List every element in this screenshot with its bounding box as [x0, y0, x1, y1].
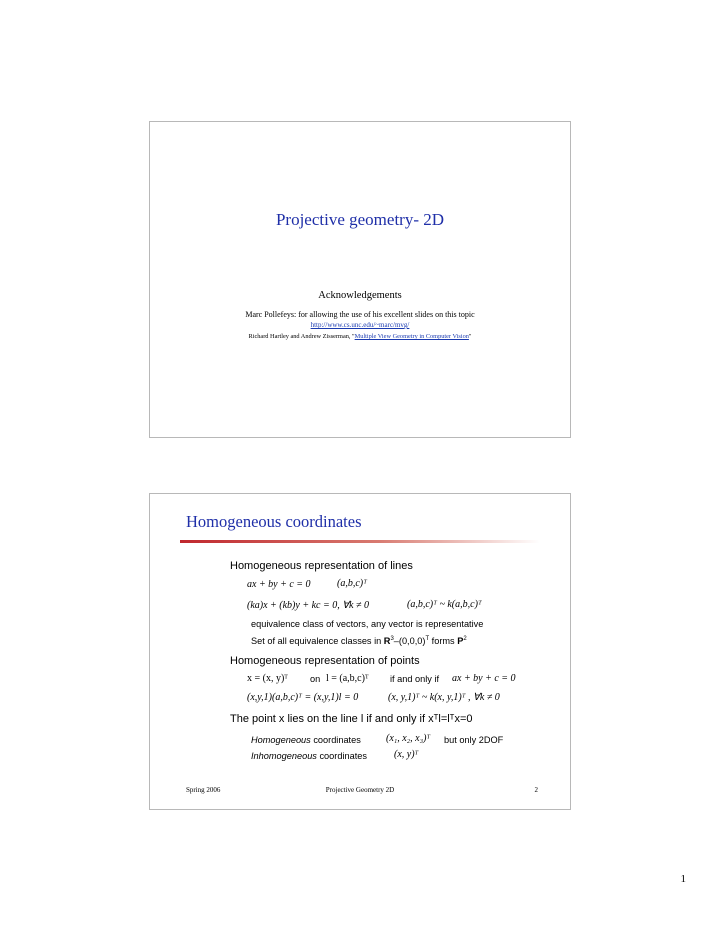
set-sup: 3	[390, 636, 394, 642]
iff-text: if and only if	[390, 674, 440, 684]
slide-title: Homogeneous coordinates	[186, 512, 362, 531]
set-T: T	[425, 636, 430, 642]
coords-word: coordinates	[310, 735, 361, 745]
footer-date: Spring 2006	[186, 786, 221, 794]
credit-prefix: Richard Hartley and Andrew Zisserman, "	[248, 333, 355, 340]
point-on-line-statement: The point x lies on the line l if and only if xᵀl=lᵀx=0	[230, 713, 473, 725]
lines-heading: Homogeneous representation of lines	[230, 560, 413, 572]
point-vector: x = (x, y)ᵀ	[247, 673, 288, 684]
dot-product-equation: (x,y,1)(a,b,c)ᵀ = (x,y,1)l = 0	[247, 692, 359, 703]
point-scale-equation: (x, y,1)ᵀ ~ k(x, y,1)ᵀ , ∀k ≠ 0	[388, 692, 500, 703]
set-R: R	[383, 636, 391, 647]
credit-line-hartley	[150, 333, 570, 340]
points-heading: Homogeneous representation of points	[230, 655, 420, 667]
footer-title: Projective Geometry 2D	[325, 786, 395, 794]
slide-homogeneous-coordinates	[149, 493, 571, 810]
inhomogeneous-label: Inhomogeneous	[251, 751, 317, 761]
point-line-equation: ax + by + c = 0	[452, 673, 516, 684]
set-text-a: Set of all equivalence classes in	[251, 636, 384, 647]
line-vector: (a,b,c)ᵀ	[337, 578, 367, 589]
coords-word: coordinates	[316, 751, 367, 761]
set-text-c: forms	[429, 636, 458, 647]
set-text-b: –(0,0,0)	[393, 636, 426, 647]
set-sup2: 2	[463, 636, 467, 642]
credit-line-pollefeys: Marc Pollefeys: for allowing the use of his excellent slides on this topic	[245, 310, 475, 319]
acknowledgements-heading: Acknowledgements	[318, 290, 402, 301]
line-equation: ax + by + c = 0	[247, 579, 311, 590]
homogeneous-coords-line	[251, 735, 361, 745]
title-underline-bar	[180, 540, 540, 543]
slide-title-page	[149, 121, 571, 438]
scaled-line-equation: (ka)x + (kb)y + kc = 0, ∀k ≠ 0	[247, 600, 369, 611]
page-number: 1	[680, 873, 686, 885]
slide-title: Projective geometry- 2D	[275, 210, 445, 229]
dof-note: but only 2DOF	[444, 735, 504, 745]
inhomogeneous-vector: (x, y)ᵀ	[394, 749, 419, 760]
scaled-line-vector: (a,b,c)ᵀ ~ k(a,b,c)ᵀ	[407, 599, 482, 610]
credit-url-link[interactable]: http://www.cs.unc.edu/~marc/mvg/	[310, 321, 410, 329]
book-link[interactable]: Multiple View Geometry in Computer Vision	[354, 333, 469, 340]
homogeneous-vector: (x₁, x₂, x₃)ᵀ	[386, 733, 431, 744]
on-word: on	[310, 674, 321, 684]
footer-slide-number: 2	[534, 786, 538, 794]
homogeneous-label: Homogeneous	[251, 735, 311, 745]
set-P: P	[457, 636, 464, 647]
inhomogeneous-coords-line	[251, 751, 367, 761]
credit-suffix: "	[468, 333, 472, 340]
equivalence-class-text: equivalence class of vectors, any vector is representative	[251, 619, 484, 629]
equivalence-set-text	[251, 636, 467, 646]
line-l-vector: l = (a,b,c)ᵀ	[326, 673, 369, 684]
